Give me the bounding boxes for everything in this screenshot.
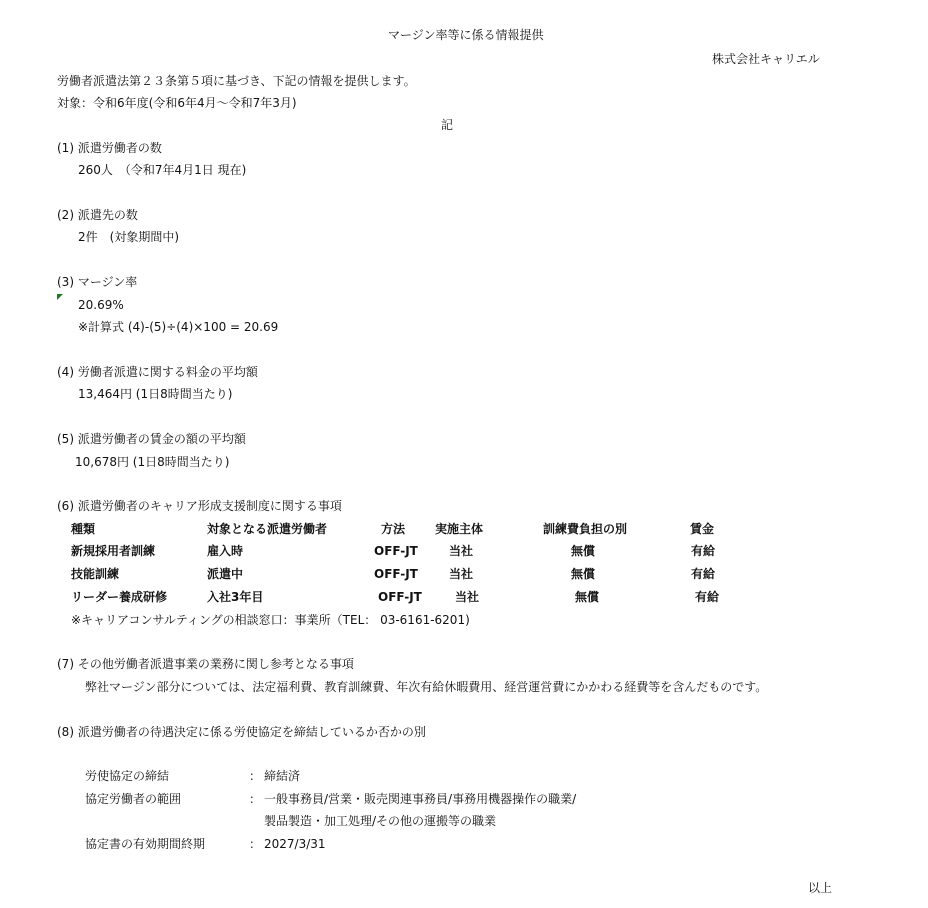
table-row-2-method: OFF-JT bbox=[374, 567, 418, 581]
ki-label: 記 bbox=[441, 118, 454, 132]
table-row-1-wage: 有給 bbox=[691, 544, 716, 558]
career-consulting-note: ※キャリアコンサルティングの相談窓口：事業所（TEL： 03-6161-6201) bbox=[71, 613, 470, 627]
intro-text: 労働者派遣法第２３条第５項に基づき、下記の情報を提供します。 bbox=[57, 74, 416, 88]
table-row-1-method: OFF-JT bbox=[374, 544, 418, 558]
table-row-3-cost: 無償 bbox=[575, 590, 600, 604]
section-4-value: 13,464円 (1日8時間当たり) bbox=[78, 387, 233, 401]
table-row-3-entity: 当社 bbox=[455, 590, 480, 604]
closing-ijou: 以上 bbox=[808, 881, 833, 895]
table-row-3-method: OFF-JT bbox=[378, 590, 422, 604]
section-4-heading: (4) 労働者派遣に関する料金の平均額 bbox=[57, 365, 258, 379]
table-row-3-wage: 有給 bbox=[695, 590, 720, 604]
scope-label: 協定労働者の範囲 bbox=[85, 792, 182, 806]
table-row-2-target: 派遣中 bbox=[207, 567, 244, 581]
section-8-heading: (8) 派遣労働者の待遇決定に係る労使協定を締結しているか否かの別 bbox=[57, 725, 426, 739]
section-3-value: 20.69% bbox=[78, 298, 124, 312]
table-row-1-target: 雇入時 bbox=[207, 544, 244, 558]
table-row-3-type: リーダー養成研修 bbox=[71, 590, 168, 604]
validity-value: 2027/3/31 bbox=[264, 837, 326, 851]
table-header-target: 対象となる派遣労働者 bbox=[207, 522, 328, 536]
table-row-3-target: 入社3年目 bbox=[207, 590, 264, 604]
table-row-1-cost: 無償 bbox=[571, 544, 596, 558]
table-row-2-type: 技能訓練 bbox=[71, 567, 120, 581]
section-1-value: 260人 （令和7年4月1日 現在) bbox=[78, 163, 247, 177]
validity-label: 協定書の有効期間終期 bbox=[85, 837, 206, 851]
section-2-heading: (2) 派遣先の数 bbox=[57, 208, 138, 222]
agreement-label: 労使協定の締結 bbox=[85, 769, 170, 783]
section-1-heading: (1) 派遣労働者の数 bbox=[57, 141, 162, 155]
section-5-heading: (5) 派遣労働者の賃金の額の平均額 bbox=[57, 432, 246, 446]
validity-colon: ： bbox=[249, 837, 262, 851]
section-2-value: 2件 (対象期間中) bbox=[78, 230, 179, 244]
cell-comment-marker bbox=[57, 294, 63, 300]
company-name: 株式会社キャリエル bbox=[712, 52, 820, 66]
section-3-heading: (3) マージン率 bbox=[57, 275, 138, 289]
page-title: マージン率等に係る情報提供 bbox=[388, 28, 544, 42]
table-header-cost: 訓練費負担の別 bbox=[543, 522, 628, 536]
agreement-colon: ： bbox=[249, 769, 262, 783]
scope-colon: ： bbox=[249, 792, 262, 806]
table-header-type: 種類 bbox=[71, 522, 96, 536]
target-period: 対象：令和6年度(令和6年4月～令和7年3月) bbox=[57, 96, 297, 110]
section-7-heading: (7) その他労働者派遣事業の業務に関し参考となる事項 bbox=[57, 657, 354, 671]
table-row-2-cost: 無償 bbox=[571, 567, 596, 581]
table-row-1-entity: 当社 bbox=[449, 544, 474, 558]
agreement-value: 締結済 bbox=[264, 769, 301, 783]
section-7-text: 弊社マージン部分については、法定福利費、教育訓練費、年次有給休暇費用、経営運営費にかかわる経費等を含んだものです。 bbox=[85, 680, 768, 694]
table-row-1-type: 新規採用者訓練 bbox=[71, 544, 156, 558]
section-6-heading: (6) 派遣労働者のキャリア形成支援制度に関する事項 bbox=[57, 499, 342, 513]
table-header-wage: 賃金 bbox=[690, 522, 715, 536]
section-3-formula: ※計算式 (4)-(5)÷(4)×100 = 20.69 bbox=[78, 320, 279, 334]
table-header-method: 方法 bbox=[381, 522, 406, 536]
table-row-2-wage: 有給 bbox=[691, 567, 716, 581]
scope-value-line-2: 製品製造・加工処理/その他の運搬等の職業 bbox=[264, 814, 497, 828]
table-header-entity: 実施主体 bbox=[435, 522, 484, 536]
section-5-value: 10,678円 (1日8時間当たり) bbox=[75, 455, 230, 469]
table-row-2-entity: 当社 bbox=[449, 567, 474, 581]
scope-value-line-1: 一般事務員/営業・販売関連事務員/事務用機器操作の職業/ bbox=[264, 792, 577, 806]
